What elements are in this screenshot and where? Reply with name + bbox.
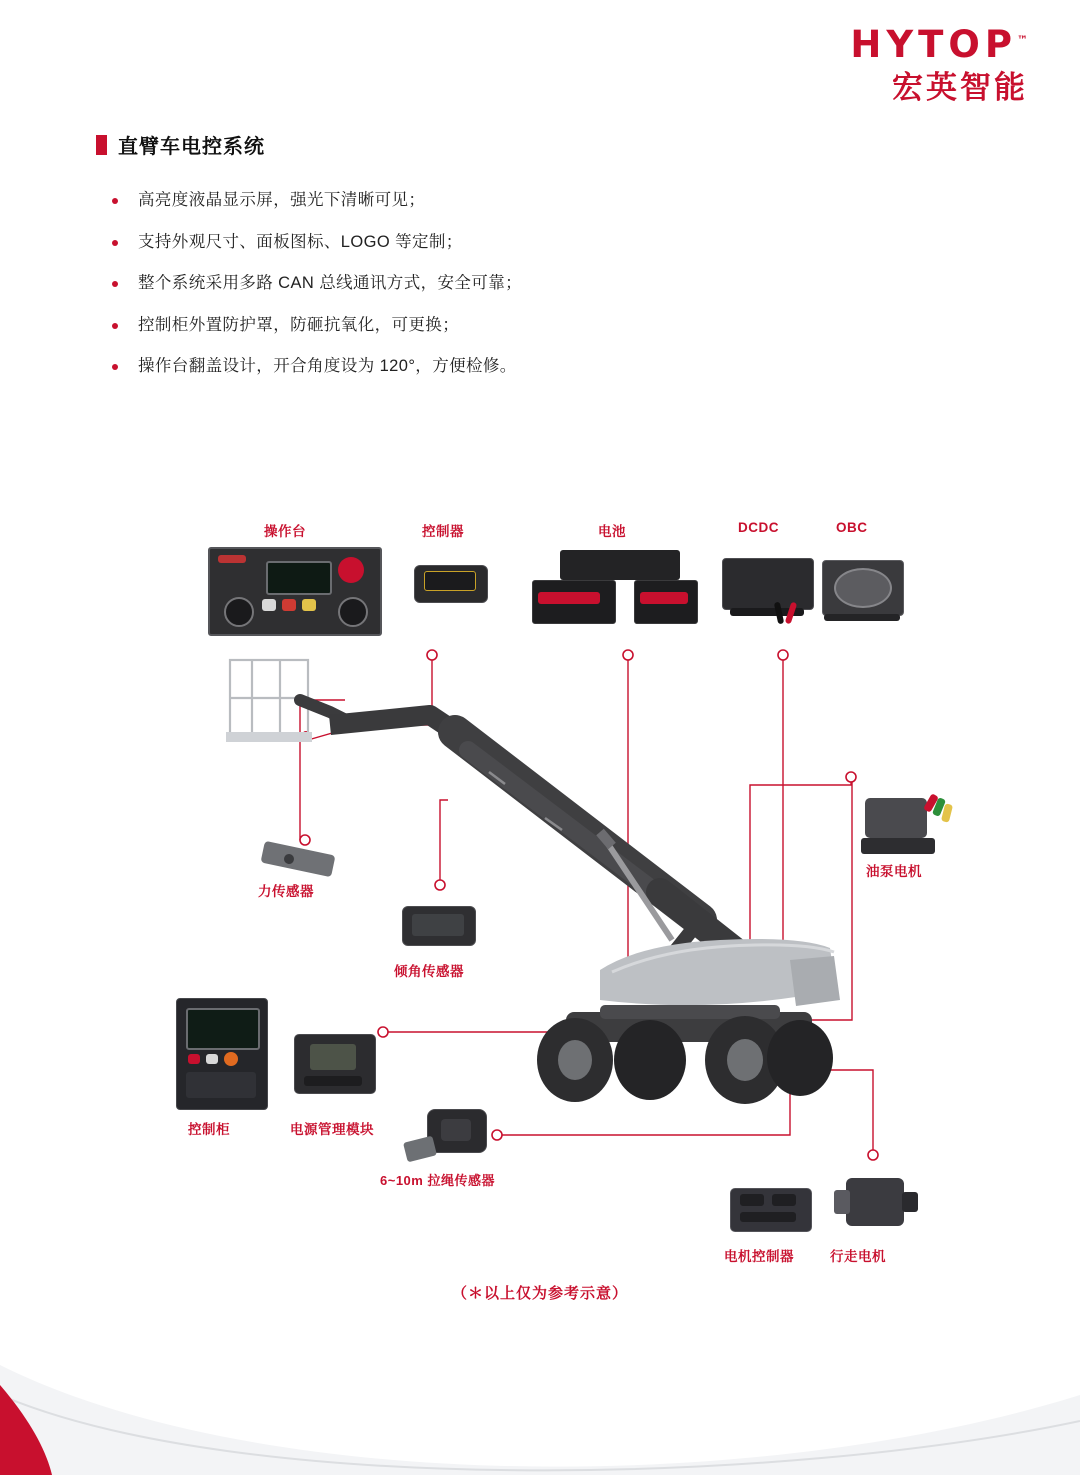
part-image-console <box>208 547 378 632</box>
label-oil-pump-motor: 油泵电机 <box>866 864 922 879</box>
part-image-travel-motor <box>828 1168 923 1240</box>
list-item-label: 高亮度液晶显示屏，强光下清晰可见； <box>138 191 426 209</box>
label-rope-sensor: 6~10m 拉绳传感器 <box>380 1173 495 1188</box>
brand-logo-cn: 宏英智能 <box>892 70 1028 105</box>
list-item-label: 整个系统采用多路 CAN 总线通讯方式，安全可靠； <box>138 274 523 293</box>
part-image-battery <box>530 548 700 628</box>
list-item <box>112 188 812 214</box>
label-controller: 控制器 <box>422 524 464 539</box>
trademark-symbol: ™ <box>1017 33 1028 47</box>
section-title <box>96 130 265 159</box>
part-image-controller <box>410 555 490 610</box>
label-force-sensor: 力传感器 <box>258 884 314 899</box>
label-motor-controller: 电机控制器 <box>724 1249 794 1264</box>
part-image-rope-sensor <box>405 1105 500 1165</box>
part-image-oil-pump-motor <box>855 788 955 866</box>
part-image-obc <box>818 552 908 627</box>
label-angle-sensor: 倾角传感器 <box>394 964 464 979</box>
brand-logo-en <box>850 23 1028 66</box>
bullet-dot-icon <box>112 198 118 204</box>
part-image-control-cabinet <box>176 998 266 1108</box>
system-diagram <box>0 500 1080 1330</box>
part-image-force-sensor <box>262 840 342 880</box>
brand-logo <box>850 23 1028 105</box>
part-image-angle-sensor <box>398 898 480 956</box>
label-battery: 电池 <box>598 524 626 539</box>
bullet-dot-icon <box>112 323 118 329</box>
bullet-dot-icon <box>112 240 118 246</box>
feature-list <box>112 188 812 396</box>
list-item-label: 操作台翻盖设计，开合角度设为 120°，方便检修。 <box>138 357 517 376</box>
part-image-motor-controller <box>728 1180 814 1240</box>
list-item-label: 控制柜外置防护罩，防砸抗氧化，可更换； <box>138 315 460 334</box>
part-image-dcdc <box>718 552 818 627</box>
label-obc: OBC <box>836 520 868 535</box>
list-item <box>112 313 812 339</box>
part-image-power-management-module <box>290 1028 380 1103</box>
title-marker-icon <box>96 135 107 155</box>
label-travel-motor: 行走电机 <box>830 1249 886 1264</box>
brand-logo-en-text: HYTOP <box>850 23 1017 66</box>
list-item <box>112 230 812 256</box>
list-item <box>112 271 812 297</box>
page-title: 直臂车电控系统 <box>118 136 265 158</box>
footnote: （＊以上仅为参考示意） <box>451 1285 628 1302</box>
label-control-cabinet: 控制柜 <box>188 1122 230 1137</box>
label-console: 操作台 <box>264 524 306 539</box>
list-item-label: 支持外观尺寸、面板图标、LOGO 等定制； <box>138 232 463 251</box>
bullet-dot-icon <box>112 364 118 370</box>
list-item <box>112 354 812 380</box>
label-dcdc: DCDC <box>738 520 779 535</box>
label-power-management-module: 电源管理模块 <box>290 1122 374 1137</box>
bullet-dot-icon <box>112 281 118 287</box>
